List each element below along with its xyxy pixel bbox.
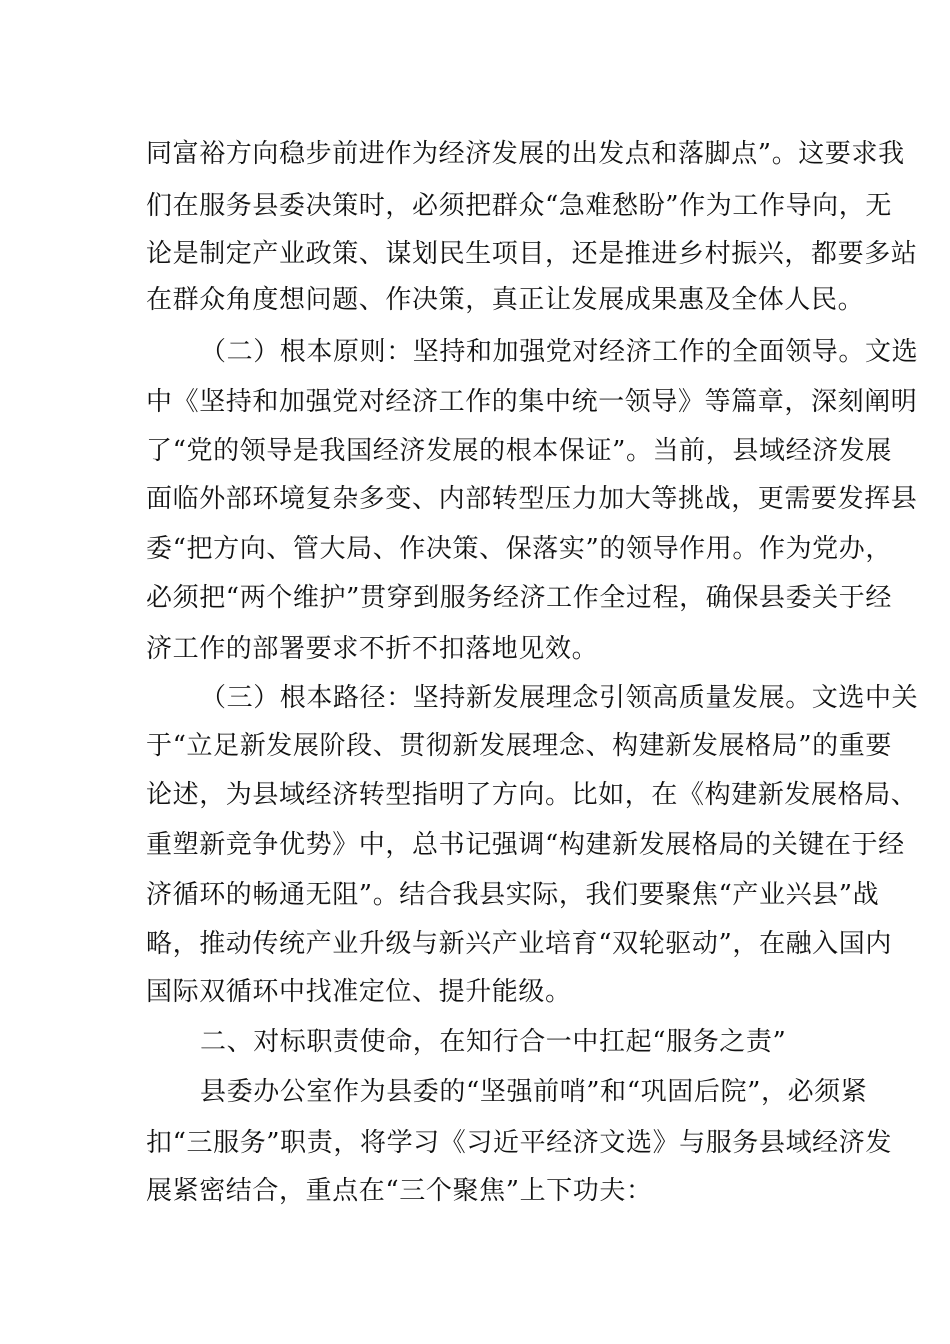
text-line: 必须把“两个维护”贯穿到服务经济工作全过程，确保县委关于经 (146, 583, 892, 613)
text-line: 在群众角度想问题、作决策，真正让发展成果惠及全体人民。 (146, 285, 865, 315)
text-line: 们在服务县委决策时，必须把群众“急难愁盼”作为工作导向，无 (146, 191, 892, 221)
text-line: 扣“三服务”职责，将学习《习近平经济文选》与服务县域经济发 (146, 1128, 892, 1158)
text-line: 县委办公室作为县委的“坚强前哨”和“巩固后院”，必须紧 (200, 1077, 868, 1107)
text-line: 委“把方向、管大局、作决策、保落实”的领导作用。作为党办， (146, 534, 892, 564)
chapter-heading-line: 二、对标职责使命，在知行合一中扛起“服务之责” (200, 1027, 787, 1057)
text-line: 重塑新竞争优势》中，总书记强调“构建新发展格局的关键在于经 (146, 830, 905, 860)
text-line: 论述，为县域经济转型指明了方向。比如，在《构建新发展格局、 (146, 780, 918, 810)
text-line: 展紧密结合，重点在“三个聚焦”上下功夫： (146, 1176, 653, 1206)
text-line: 中《坚持和加强党对经济工作的集中统一领导》等篇章，深刻阐明 (146, 387, 918, 417)
text-line: 了“党的领导是我国经济发展的根本保证”。当前，县域经济发展 (146, 436, 892, 466)
text-line: 同富裕方向稳步前进作为经济发展的出发点和落脚点”。这要求我 (146, 139, 905, 169)
text-line: 面临外部环境复杂多变、内部转型压力加大等挑战，更需要发挥县 (146, 484, 918, 514)
text-line: 略，推动传统产业升级与新兴产业培育“双轮驱动”，在融入国内 (146, 929, 892, 959)
section-heading-line: （二）根本原则：坚持和加强党对经济工作的全面领导。文选 (200, 337, 919, 367)
text-line: 论是制定产业政策、谋划民生项目，还是推进乡村振兴，都要多站 (146, 239, 918, 269)
text-line: 国际双循环中找准定位、提升能级。 (146, 977, 572, 1007)
text-line: 于“立足新发展阶段、贯彻新发展理念、构建新发展格局”的重要 (146, 731, 892, 761)
text-line: 济循环的畅通无阻”。结合我县实际，我们要聚焦“产业兴县”战 (146, 880, 880, 910)
section-heading-line: （三）根本路径：坚持新发展理念引领高质量发展。文选中关 (200, 683, 919, 713)
text-line: 济工作的部署要求不折不扣落地见效。 (146, 634, 599, 664)
